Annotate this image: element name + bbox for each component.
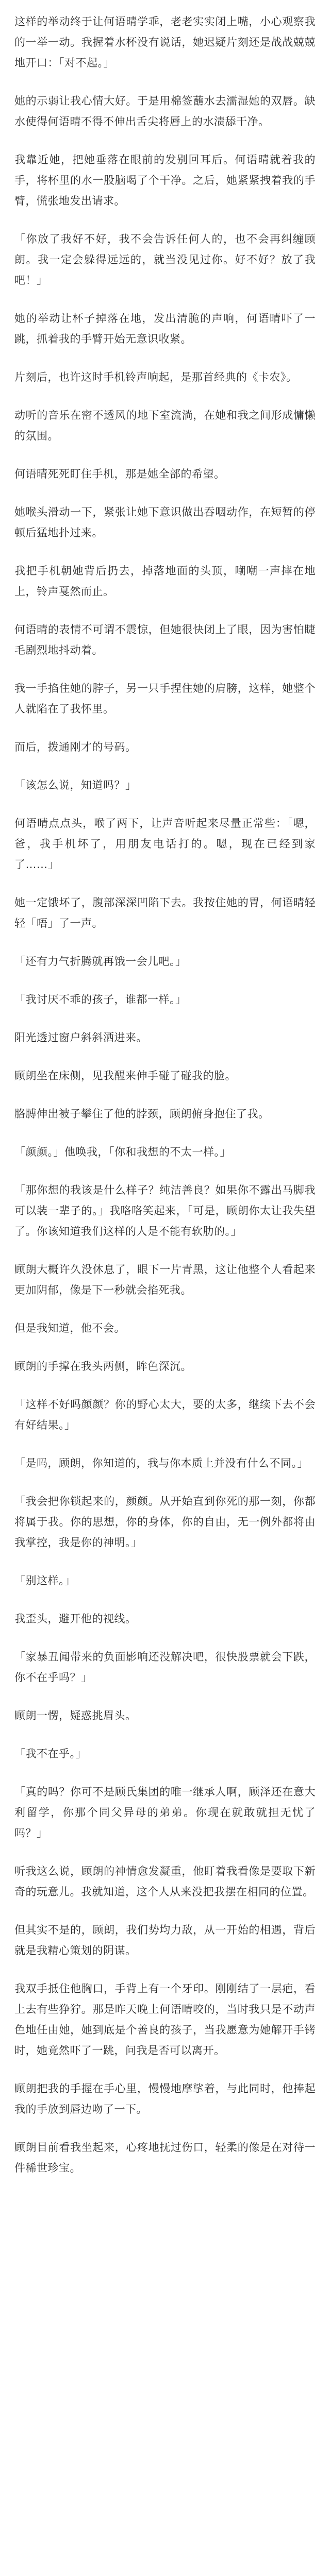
paragraph: 她的举动让杯子掉落在地，发出清脆的声响，何语晴吓了一跳，抓着我的手臂开始无意识收紧。 [14,312,316,345]
paragraph: 我把手机朝她背后扔去，掉落地面的头顶，嘲嘲一声摔在地上，铃声戛然而止。 [14,565,316,598]
paragraph: 何语晴死死盯住手机，那是她全部的希望。 [14,468,225,480]
paragraph: 但其实不是的，顾朗，我们势均力敌，从一开始的相遇，背后就是我精心策划的阴谋。 [14,1924,316,1957]
paragraph: 「我会把你锁起来的，颜颜。从开始直到你死的那一刻，你都将属于我。你的思想，你的身体，你的自由，无一例外都将由我掌控，我是你的神明。」 [14,1495,316,1549]
paragraph: 顾朗的手撑在我头两侧，眸色深沉。 [14,1360,192,1372]
paragraph: 「家暴丑闻带来的负面影响还没解决吧，很快股票就会下跌，你不在乎吗？」 [14,1651,316,1684]
paragraph: 我靠近她，把她垂落在眼前的发别回耳后。何语晴就着我的手，将杯里的水一股脑喝了个干净。之后，她紧紧拽着我的手臂，慌张地发出请求。 [14,154,316,207]
paragraph: 「颜颜。」他唤我，「你和我想的不太一样。」 [14,1146,231,1158]
paragraph: 我一手掐住她的脖子，另一只手捏住她的肩膀，这样，她整个人就陷在了我怀里。 [14,682,316,715]
paragraph: 「还有力气折腾就再饿一会儿吧。」 [14,955,187,968]
paragraph: 她喉头滑动一下，紧张让她下意识做出吞咽动作，在短暂的停顿后猛地扑过来。 [14,506,316,539]
paragraph: 顾朗一愣，疑惑挑眉头。 [14,1709,137,1722]
paragraph: 「这样不好吗颜颜？你的野心太大，要的太多，继续下去不会有好结果。」 [14,1398,316,1431]
paragraph: 顾朗坐在床侧，见我醒来伸手碰了碰我的脸。 [14,1070,236,1082]
paragraph: 动听的音乐在密不透风的地下室流淌，在她和我之间形成慵懒的氛围。 [14,409,316,442]
paragraph: 顾朗大概许久没休息了，眼下一片青黑，这让他整个人看起来更加阴郁，像是下一秒就会掐死我。 [14,1263,316,1296]
paragraph: 「是吗，顾朗，你知道的，我与你本质上并没有什么不同。」 [14,1457,308,1469]
paragraph: 「别这样。」 [14,1574,76,1587]
paragraph: 我双手抵住他胸口，手背上有一个牙印。刚刚结了一层疤，看上去有些狰狞。那是昨天晚上何语晴咬的，当时我只是不动声色地任由她，她到底是个善良的孩子，当我愿意为她解开手铐时，她竟然吓了一跳，问我是否可以离开。 [14,1982,316,2057]
paragraph: 我歪头，避开他的视线。 [14,1613,137,1625]
paragraph: 「你放了我好不好，我不会告诉任何人的，也不会再纠缠顾朗。我一定会躲得远远的，就当没见过你。好不好？放了我吧！」 [14,233,316,286]
paragraph: 胳膊伸出被子攀住了他的脖颈，顾朗俯身抱住了我。 [14,1108,270,1120]
paragraph: 阳光透过窗户斜斜洒进来。 [14,1031,147,1044]
paragraph: 「我不在乎。」 [14,1748,87,1760]
paragraph: 顾朗把我的手握在手心里，慢慢地摩挲着，与此同时，他捧起我的手放到唇边吻了一下。 [14,2082,316,2115]
paragraph: 听我这么说，顾朗的神情愈发凝重，他盯着我看像是要取下新奇的玩意儿。我就知道，这个人从来没把我摆在相同的位置。 [14,1865,316,1898]
paragraph: 「我讨厌不乖的孩子，谁都一样。」 [14,993,187,1006]
paragraph: 她一定饿坏了，腹部深深凹陷下去。我按住她的胃，何语晴轻轻「唔」了一声。 [14,896,316,929]
paragraph: 她的示弱让我心情大好。于是用棉签蘸水去濡湿她的双唇。缺水使得何语晴不得不伸出舌尖将唇上的水渍舔干净。 [14,95,316,128]
paragraph: 「那你想的我该是什么样子？纯洁善良？如果你不露出马脚我可以装一辈子的。」我咯咯笑起来，「可是，顾朗你太让我失望了。你该知道我们这样的人是不能有软肋的。」 [14,1184,316,1238]
paragraph: 何语晴点点头，喉了两下，让声音听起来尽量正常些：「嗯，爸，我手机坏了，用朋友电话打的。嗯，现在已经到家了……」 [14,817,316,871]
paragraph: 「真的吗？你可不是顾氏集团的唯一继承人啊，顾泽还在意大利留学，你那个同父异母的弟弟。你现在就敢就担无忧了吗？」 [14,1786,316,1839]
paragraph: 片刻后，也许这时手机铃声响起，是那首经典的《卡农》。 [14,371,298,383]
paragraph: 「该怎么说，知道吗？」 [14,779,137,791]
paragraph: 但是我知道，他不会。 [14,1322,125,1334]
paragraph: 而后，拨通刚才的号码。 [14,741,137,753]
paragraph: 顾朗目前看我坐起来，心疼地抚过伤口，轻柔的像是在对待一件稀世珍宝。 [14,2141,316,2174]
paragraph: 何语晴的表情不可谓不震惊，但她很快闭上了眼，因为害怕睫毛剧烈地抖动着。 [14,623,316,656]
paragraph: 这样的举动终于让何语晴学乖，老老实实闭上嘴，小心观察我的一举一动。我握着水杯没有说话，她迟疑片刻还是战战兢兢地开口：「对不起。」 [14,15,316,69]
